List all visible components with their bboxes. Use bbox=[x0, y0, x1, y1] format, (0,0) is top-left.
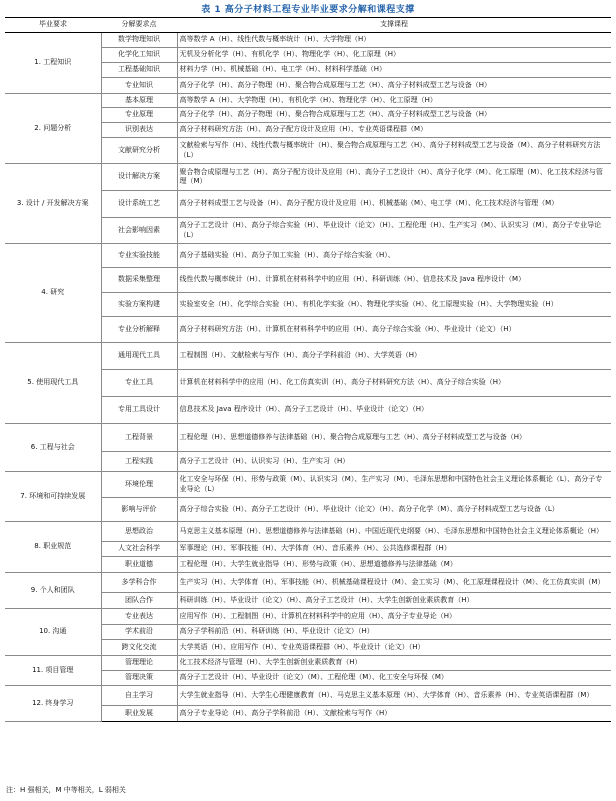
point-cell: 专业实验技能 bbox=[101, 244, 177, 268]
courses-cell: 高分子工艺设计（H）、高分子综合实验（H）、毕业设计（论文）（H）、工程伦理（H）、生产实习（M）、认识实习（M）、高分子专业导论（L） bbox=[177, 218, 611, 244]
courses-cell: 科研训练（H）、毕业设计（论文）（H）、高分子工艺设计（H）、大学生创新创业素质教育（H） bbox=[177, 593, 611, 609]
point-cell: 多学科合作 bbox=[101, 573, 177, 593]
table-header bbox=[5, 18, 611, 33]
courses-cell: 线性代数与概率统计（H）、计算机在材料科学中的应用（H）、科研训练（H）、信息技术及 Java 程序设计（M） bbox=[177, 268, 611, 293]
table-note: 注：H 强相关，M 中等相关，L 弱相关 bbox=[6, 786, 126, 794]
point-cell: 职业发展 bbox=[101, 706, 177, 722]
header-row bbox=[5, 18, 611, 33]
table-row bbox=[5, 656, 611, 671]
point-cell: 工程背景 bbox=[101, 424, 177, 452]
table-row bbox=[5, 609, 611, 625]
header-courses: 支撑课程 bbox=[177, 18, 611, 33]
courses-cell: 高分子化学（H）、高分子物理（H）、聚合物合成原理与工艺（H）、高分子材料成型工艺与设备（H） bbox=[177, 78, 611, 94]
requirement-cell: 11. 项目管理 bbox=[5, 656, 101, 686]
courses-cell: 应用写作（H）、工程制图（H）、计算机在材料科学中的应用（H）、高分子专业导论（H） bbox=[177, 609, 611, 625]
point-cell: 管理决策 bbox=[101, 671, 177, 686]
table-row bbox=[5, 573, 611, 593]
requirement-cell: 3. 设计 / 开发解决方案 bbox=[5, 164, 101, 244]
point-cell: 影响与评价 bbox=[101, 498, 177, 522]
requirement-cell: 4. 研究 bbox=[5, 244, 101, 343]
courses-cell: 实验室安全（H）、化学综合实验（H）、有机化学实验（H）、物理化学实验（H）、化工原理实验（H）、大学物理实验（H） bbox=[177, 293, 611, 317]
courses-cell: 高分子材料研究方法（H）、计算机在材料科学中的应用（H）、高分子综合实验（H）、毕业设计（论文）（H） bbox=[177, 317, 611, 343]
point-cell: 专业分析解释 bbox=[101, 317, 177, 343]
courses-cell: 高分子工艺设计（H）、认识实习（H）、生产实习（H） bbox=[177, 452, 611, 472]
point-cell: 数学物理知识 bbox=[101, 33, 177, 48]
point-cell: 数据采集整理 bbox=[101, 268, 177, 293]
point-cell: 设计解决方案 bbox=[101, 164, 177, 191]
courses-cell: 高分子材料研究方法（H）、高分子配方设计及应用（H）、专业英语课程群（M） bbox=[177, 123, 611, 138]
point-cell: 实验方案构建 bbox=[101, 293, 177, 317]
point-cell: 识别表达 bbox=[101, 123, 177, 138]
table-row bbox=[5, 343, 611, 370]
table-row bbox=[5, 686, 611, 706]
point-cell: 学术前沿 bbox=[101, 625, 177, 640]
requirement-cell: 2. 问题分析 bbox=[5, 94, 101, 164]
table-row bbox=[5, 94, 611, 108]
courses-cell: 大学英语（H）、应用写作（H）、专业英语课程群（H）、毕业设计（论文）（H） bbox=[177, 640, 611, 656]
courses-cell: 高分子专业导论（H）、高分子学科前沿（H）、文献检索与写作（H） bbox=[177, 706, 611, 722]
point-cell: 跨文化交流 bbox=[101, 640, 177, 656]
courses-cell: 生产实习（H）、大学体育（H）、军事技能（H）、机械基础课程设计（M）、金工实习（M）、化工原理课程设计（M）、化工仿真实训（M） bbox=[177, 573, 611, 593]
requirement-cell: 1. 工程知识 bbox=[5, 33, 101, 94]
courses-cell: 工程伦理（H）、大学生就业指导（H）、形势与政策（H）、思想道德修养与法律基础（M） bbox=[177, 557, 611, 573]
point-cell: 通用现代工具 bbox=[101, 343, 177, 370]
point-cell: 职业道德 bbox=[101, 557, 177, 573]
courses-cell: 高分子工艺设计（H）、毕业设计（论文）（M）、工程伦理（M）、化工安全与环保（M） bbox=[177, 671, 611, 686]
courses-cell: 信息技术及 Java 程序设计（H）、高分子工艺设计（H）、毕业设计（论文）（H） bbox=[177, 397, 611, 424]
courses-cell: 高分子材料成型工艺与设备（H）、高分子配方设计及应用（H）、机械基础（M）、电工学（M）、化工技术经济与管理（M） bbox=[177, 191, 611, 218]
courses-cell: 马克思主义基本原理（H）、思想道德修养与法律基础（H）、中国近现代史纲要（H）、毛泽东思想和中国特色社会主义理论体系概论（H） bbox=[177, 522, 611, 542]
point-cell: 设计系统工艺 bbox=[101, 191, 177, 218]
point-cell: 专业工具 bbox=[101, 370, 177, 397]
requirements-table bbox=[5, 17, 611, 722]
requirement-cell: 12. 终身学习 bbox=[5, 686, 101, 722]
requirement-cell: 6. 工程与社会 bbox=[5, 424, 101, 472]
courses-cell: 大学生就业指导（H）、大学生心理健康教育（H）、马克思主义基本原理（H）、大学体育（H）、音乐素养（H）、专业英语课程群（M） bbox=[177, 686, 611, 706]
point-cell: 管理理论 bbox=[101, 656, 177, 671]
requirement-cell: 7. 环境和可持续发展 bbox=[5, 472, 101, 522]
courses-cell: 计算机在材料科学中的应用（H）、化工仿真实训（H）、高分子材料研究方法（H）、高分子综合实验（H） bbox=[177, 370, 611, 397]
table-row bbox=[5, 33, 611, 48]
courses-cell: 高分子基础实验（H）、高分子加工实验（H）、高分子综合实验（H）、 bbox=[177, 244, 611, 268]
point-cell: 专用工具设计 bbox=[101, 397, 177, 424]
point-cell: 团队合作 bbox=[101, 593, 177, 609]
courses-cell: 高分子综合实验（H）、高分子工艺设计（H）、毕业设计（论文）（H）、高分子化学（M）、高分子材料成型工艺与设备（L） bbox=[177, 498, 611, 522]
courses-cell: 文献检索与写作（H）、线性代数与概率统计（H）、聚合物合成原理与工艺（H）、高分子材料成型工艺与设备（M）、高分子材料研究方法（L） bbox=[177, 138, 611, 164]
point-cell: 专业知识 bbox=[101, 78, 177, 94]
point-cell: 基本原理 bbox=[101, 94, 177, 108]
courses-cell: 聚合物合成原理与工艺（H）、高分子配方设计及应用（H）、高分子工艺设计（H）、高分子化学（M）、化工原理（M）、化工技术经济与管理（M） bbox=[177, 164, 611, 191]
courses-cell: 高等数学 A（H）、线性代数与概率统计（H）、大学物理（H） bbox=[177, 33, 611, 48]
courses-cell: 工程伦理（H）、思想道德修养与法律基础（H）、聚合物合成原理与工艺（H）、高分子材料成型工艺与设备（H） bbox=[177, 424, 611, 452]
courses-cell: 高等数学 A（H）、大学物理（H）、有机化学（H）、物理化学（H）、化工原理（H） bbox=[177, 94, 611, 108]
point-cell: 工程基础知识 bbox=[101, 63, 177, 78]
requirement-cell: 10. 沟通 bbox=[5, 609, 101, 656]
header-point: 分解要求点 bbox=[101, 18, 177, 33]
point-cell: 环境伦理 bbox=[101, 472, 177, 498]
point-cell: 思想政治 bbox=[101, 522, 177, 542]
courses-cell: 化工安全与环保（H）、形势与政策（M）、认识实习（M）、生产实习（M）、毛泽东思想和中国特色社会主义理论体系概论（L）、高分子专业导论（L） bbox=[177, 472, 611, 498]
courses-cell: 材料力学（H）、机械基础（H）、电工学（H）、材料科学基础（H） bbox=[177, 63, 611, 78]
courses-cell: 高分子学科前沿（H）、科研训练（H）、毕业设计（论文）（H） bbox=[177, 625, 611, 640]
point-cell: 工程实践 bbox=[101, 452, 177, 472]
table-row bbox=[5, 424, 611, 452]
table-row bbox=[5, 164, 611, 191]
requirement-cell: 5. 使用现代工具 bbox=[5, 343, 101, 424]
courses-cell: 化工技术经济与管理（H）、大学生创新创业素质教育（H） bbox=[177, 656, 611, 671]
requirement-cell: 9. 个人和团队 bbox=[5, 573, 101, 609]
point-cell: 文献研究分析 bbox=[101, 138, 177, 164]
point-cell: 化学化工知识 bbox=[101, 48, 177, 63]
point-cell: 人文社会科学 bbox=[101, 542, 177, 557]
courses-cell: 军事理论（H）、军事技能（H）、大学体育（H）、音乐素养（H）、公共选修课程群（H） bbox=[177, 542, 611, 557]
point-cell: 专业原理 bbox=[101, 108, 177, 123]
table-body bbox=[5, 33, 611, 722]
point-cell: 专业表达 bbox=[101, 609, 177, 625]
courses-cell: 无机及分析化学（H）、有机化学（H）、物理化学（H）、化工原理（H） bbox=[177, 48, 611, 63]
table-title: 表 1 高分子材料工程专业毕业要求分解和课程支撑 bbox=[201, 5, 415, 15]
courses-cell: 高分子化学（H）、高分子物理（H）、聚合物合成原理与工艺（H）、高分子材料成型工艺与设备（H） bbox=[177, 108, 611, 123]
table-row bbox=[5, 244, 611, 268]
point-cell: 自主学习 bbox=[101, 686, 177, 706]
table-row bbox=[5, 472, 611, 498]
courses-cell: 工程制图（H）、文献检索与写作（H）、高分子学科前沿（H）、大学英语（H） bbox=[177, 343, 611, 370]
table-row bbox=[5, 522, 611, 542]
requirement-cell: 8. 职业规范 bbox=[5, 522, 101, 573]
header-requirement: 毕业要求 bbox=[5, 18, 101, 33]
point-cell: 社会影响因素 bbox=[101, 218, 177, 244]
